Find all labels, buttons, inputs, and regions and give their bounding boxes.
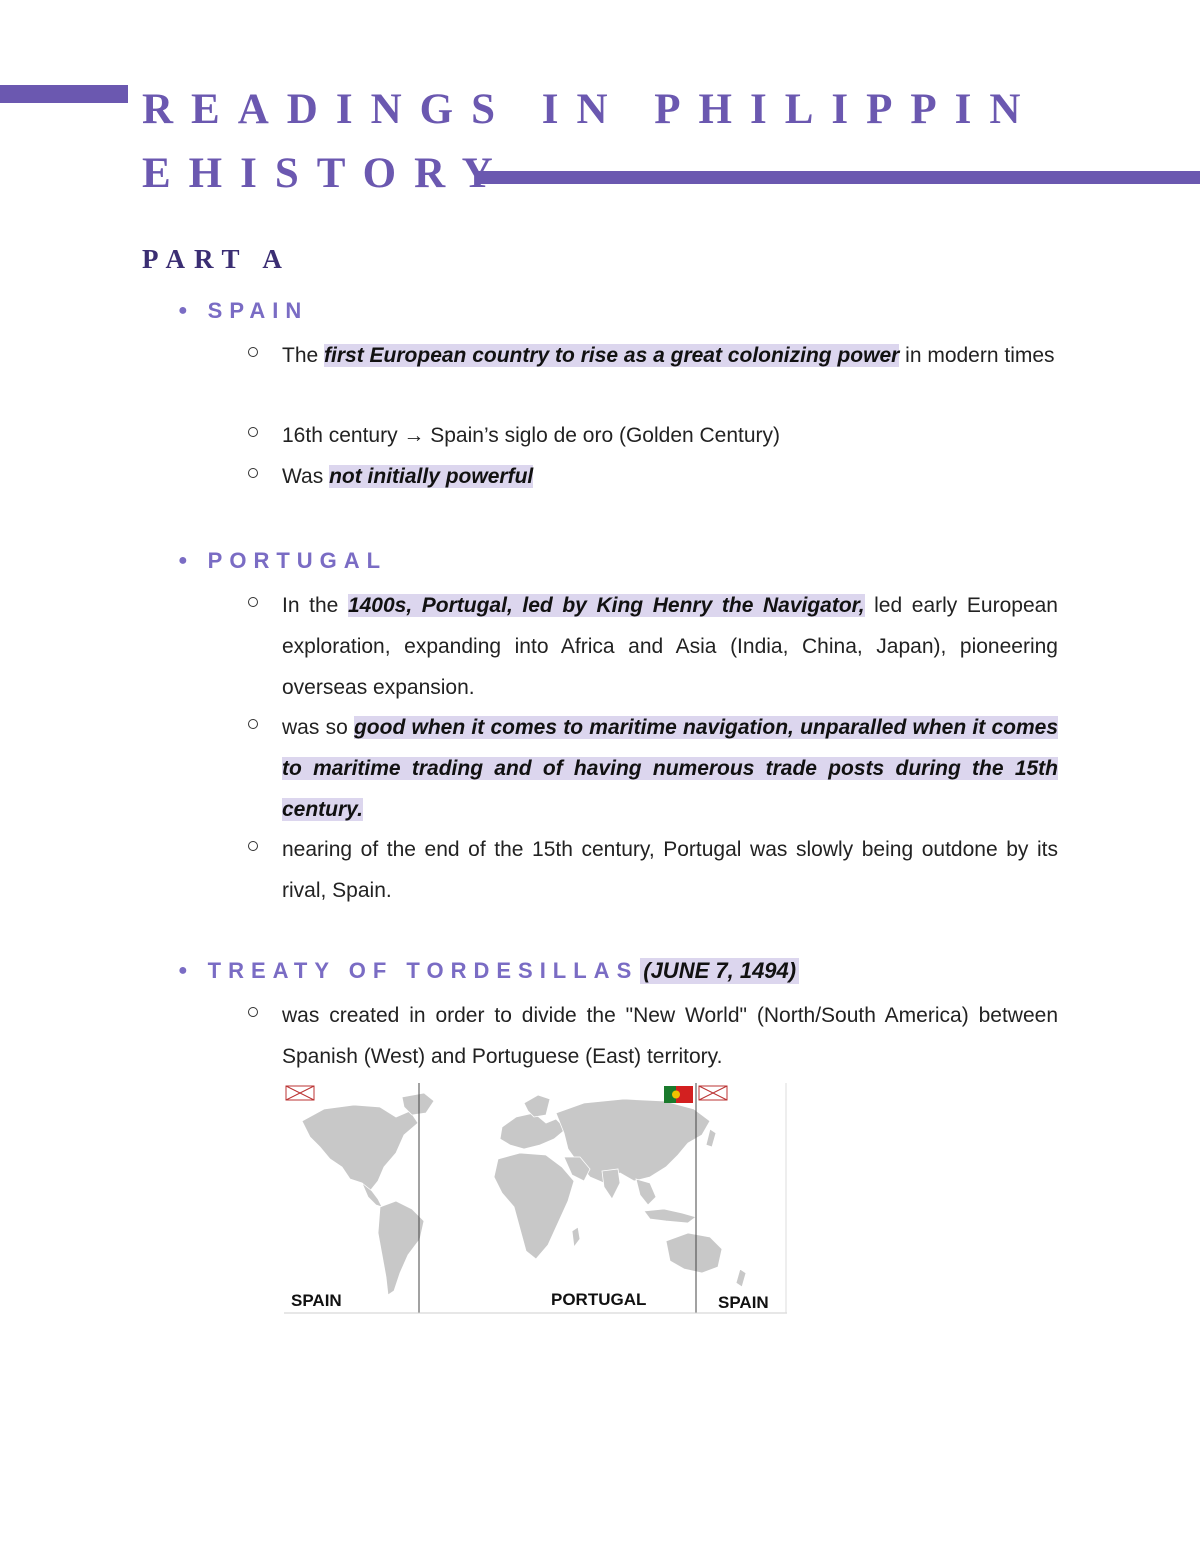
list-item: was created in order to divide the "New World" (North/South America) between Spanish (West) and Portuguese (East) territory.	[248, 995, 1058, 1077]
map-label-spain-west: SPAIN	[291, 1291, 342, 1310]
india-shape	[602, 1169, 620, 1199]
south-america-shape	[378, 1201, 424, 1295]
list-item: nearing of the end of the 15th century, Portugal was slowly being outdone by its rival, Spain.	[248, 829, 1058, 911]
section-heading-label: PORTUGAL	[207, 548, 388, 573]
section-heading-treaty	[178, 958, 799, 984]
list-item: The first European country to rise as a great colonizing power in modern times	[248, 335, 1058, 376]
list-item: was so good when it comes to maritime navigation, unparalled when it comes to maritime trading and of having numerous trade posts during the 15th century.	[248, 707, 1058, 830]
madagascar-shape	[572, 1227, 580, 1247]
greenland-shape	[402, 1093, 434, 1115]
australia-shape	[666, 1233, 722, 1273]
title-rule-top	[0, 85, 128, 103]
circle-bullet-icon	[248, 427, 258, 437]
highlighted-text: not initially powerful	[329, 465, 534, 488]
section-heading-spain	[178, 298, 308, 324]
europe-shape	[500, 1113, 566, 1149]
continents	[302, 1093, 746, 1295]
world-map-graphic	[284, 1083, 787, 1316]
new-zealand-shape	[736, 1269, 746, 1287]
highlighted-text: first European country to rise as a great colonizing power	[324, 344, 900, 367]
list-item: Was not initially powerful	[248, 456, 1058, 497]
broken-image-icon	[699, 1086, 727, 1100]
document-title: READINGS IN PHILIPPIN EHISTORY	[142, 86, 1039, 197]
africa-shape	[494, 1153, 574, 1259]
map-label-portugal: PORTUGAL	[551, 1290, 647, 1309]
southeast-asia-shape	[636, 1179, 656, 1205]
list-item: In the 1400s, Portugal, led by King Henry the Navigator, led early European exploration, expanding into Africa and Asia (India, China, Japan), pioneering overseas expansion.	[248, 585, 1058, 708]
circle-bullet-icon	[248, 347, 258, 357]
scandinavia-shape	[524, 1095, 550, 1117]
japan-shape	[706, 1129, 716, 1147]
bullet-icon: ●	[178, 962, 188, 979]
broken-image-icon	[286, 1086, 314, 1100]
tordesillas-world-map	[284, 1083, 787, 1316]
treaty-date: (JUNE 7, 1494)	[640, 958, 799, 984]
highlighted-text: good when it comes to maritime navigation, unparalled when it comes to maritime trading and of having numerous trade posts during the 15th century.	[282, 716, 1058, 821]
part-heading: PART A	[142, 244, 291, 274]
portugal-flag-icon	[664, 1086, 693, 1103]
section-heading-portugal	[178, 548, 387, 574]
circle-bullet-icon	[248, 719, 258, 729]
bullet-icon: ●	[178, 552, 188, 569]
circle-bullet-icon	[248, 468, 258, 478]
section-heading-label: SPAIN	[207, 298, 309, 323]
list-item: 16th century → Spain’s siglo de oro (Golden Century)	[248, 415, 1058, 456]
circle-bullet-icon	[248, 597, 258, 607]
circle-bullet-icon	[248, 1007, 258, 1017]
north-america-shape	[302, 1105, 418, 1191]
section-heading-label: TREATY OF TORDESILLAS	[207, 958, 639, 983]
map-label-spain-east: SPAIN	[718, 1293, 769, 1312]
bullet-icon: ●	[178, 302, 188, 319]
indonesia-shape	[644, 1209, 696, 1223]
circle-bullet-icon	[248, 841, 258, 851]
highlighted-text: 1400s, Portugal, led by King Henry the Navigator,	[347, 594, 865, 617]
